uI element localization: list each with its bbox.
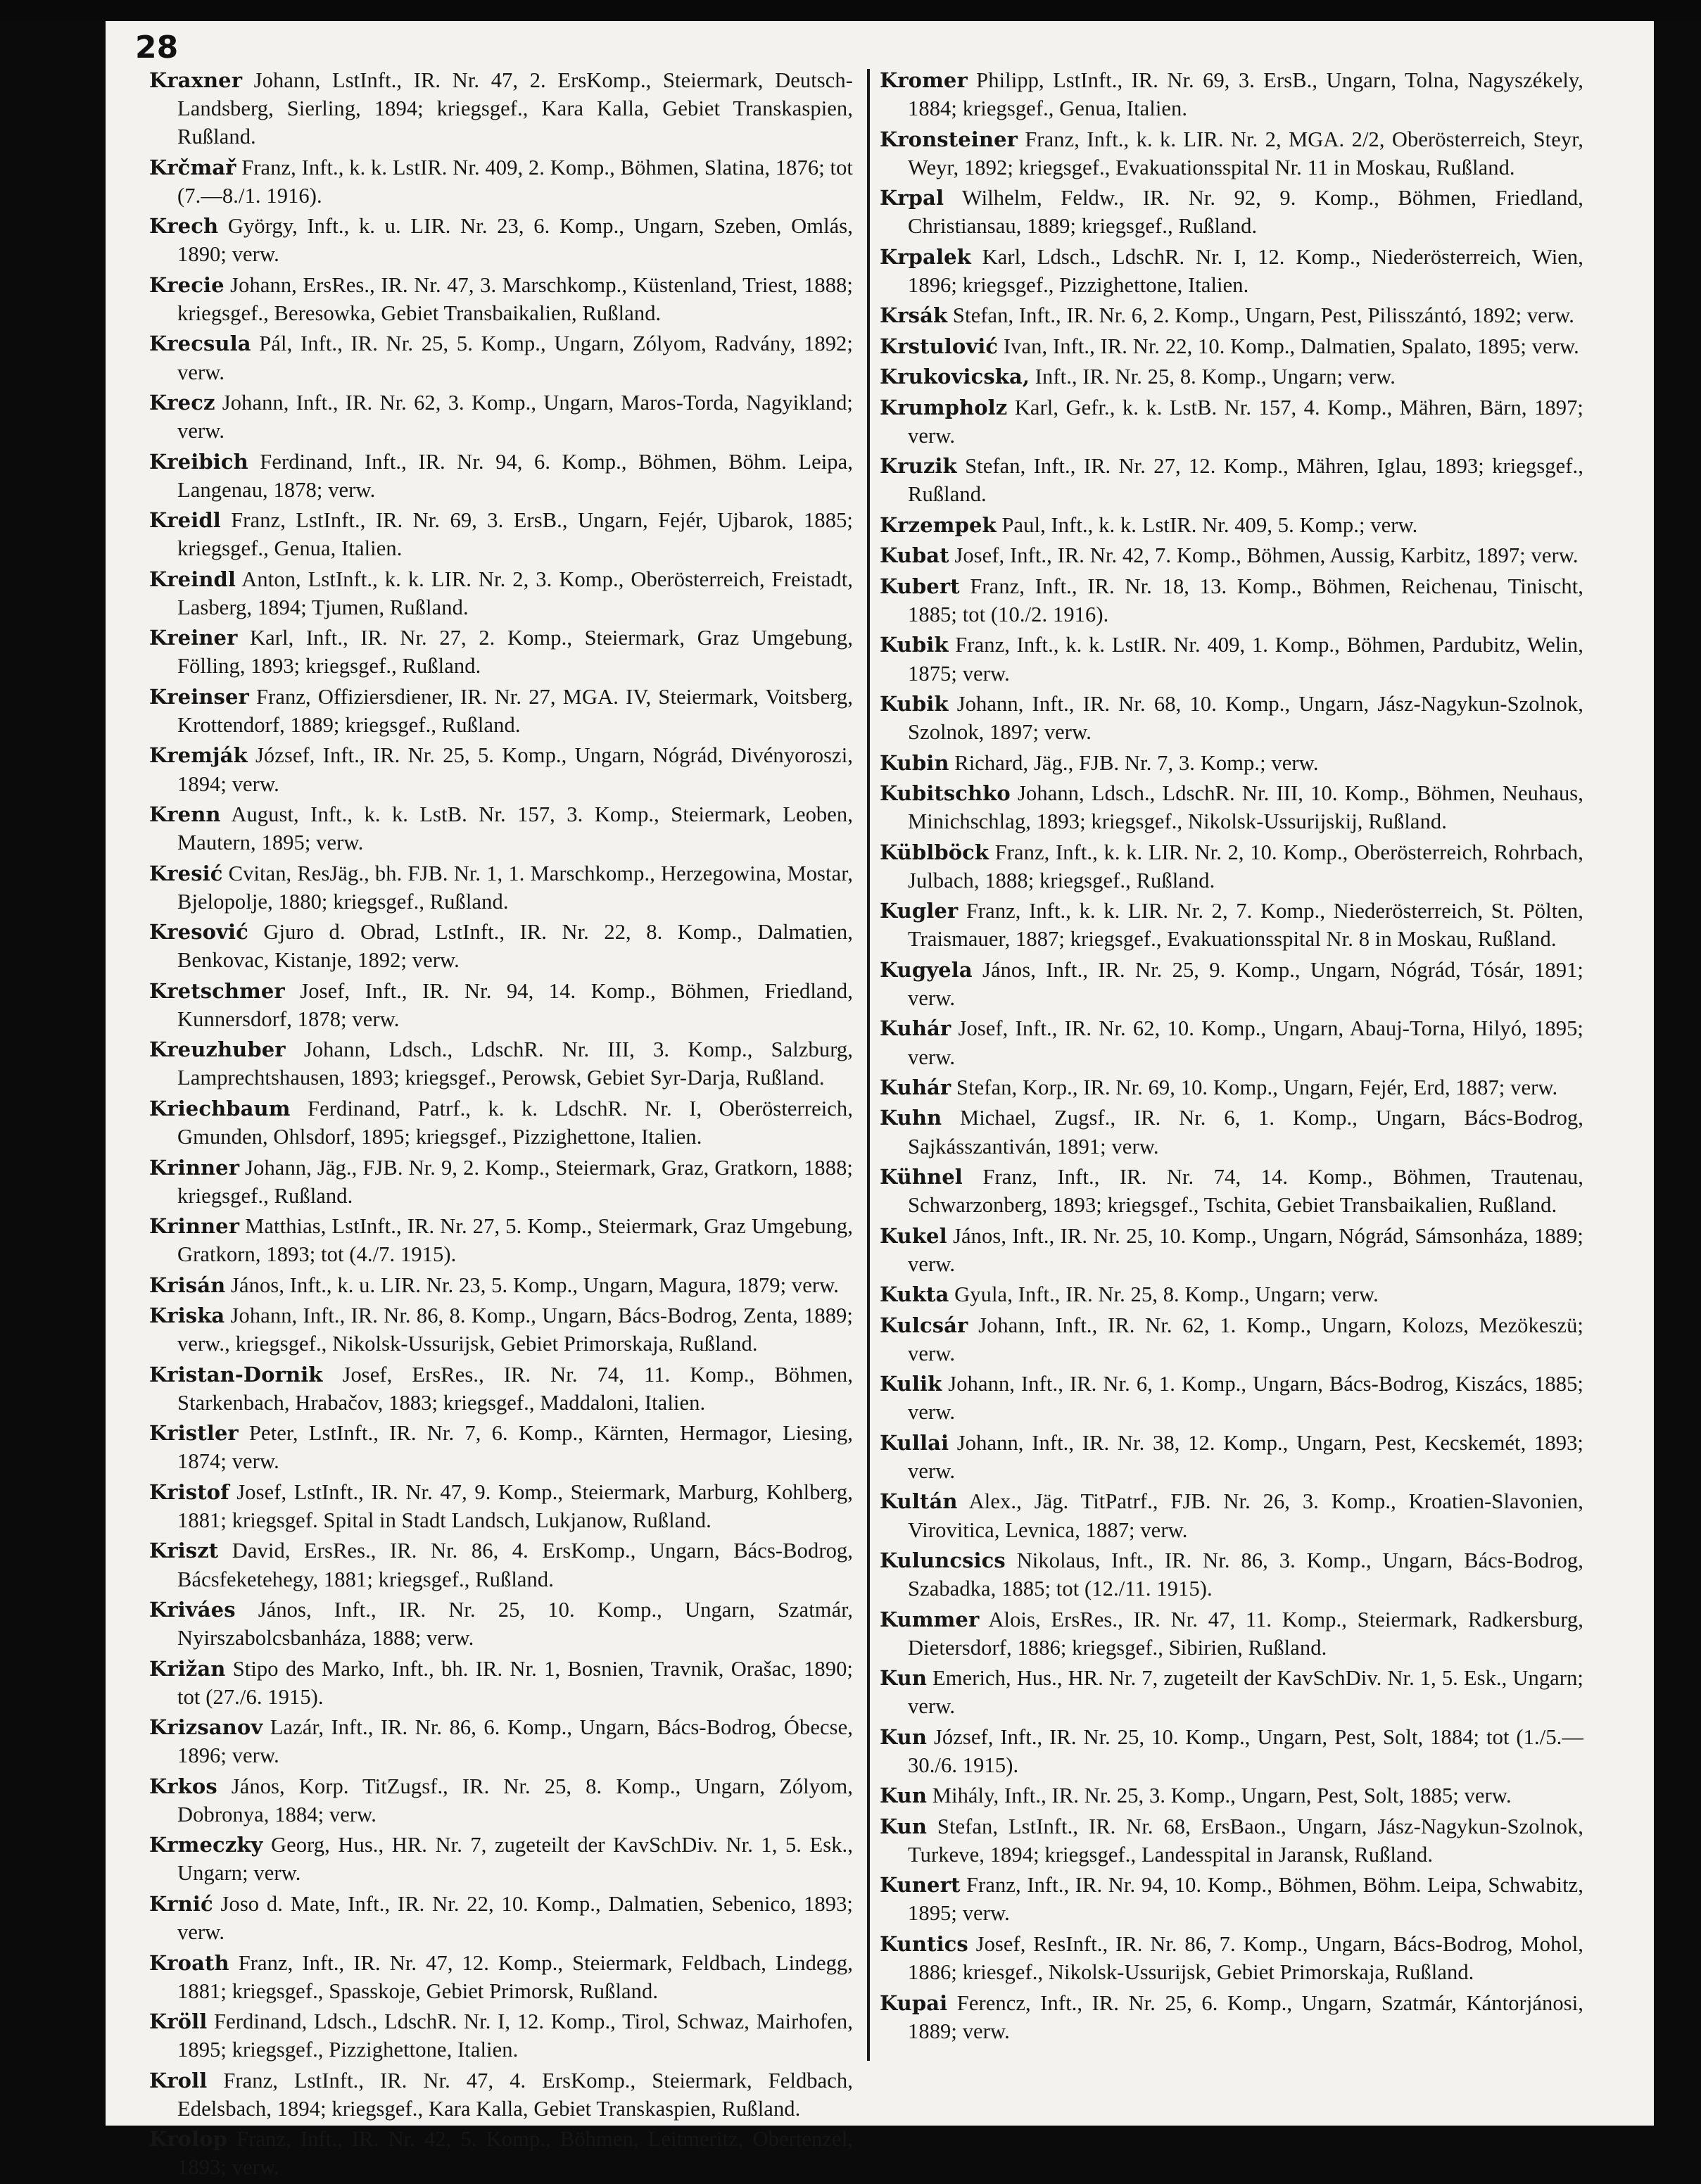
entry-details: Franz, Inft., k. k. LIR. Nr. 2, 7. Komp., Niederösterreich, St. Pölten, Traismauer, 1887; kriegsgef., Evakuationsspital Nr. 8 in Moskau, Rußland. <box>908 899 1583 952</box>
entry-details: Franz, Inft., IR. Nr. 74, 14. Komp., Böhmen, Trautenau, Schwarzonberg, 1893; kriegsgef., Tschita, Gebiet Transbaikalien, Rußland. <box>908 1165 1583 1218</box>
register-entry <box>880 572 1583 629</box>
register-entry <box>880 1104 1583 1160</box>
entry-details: Wilhelm, Feldw., IR. Nr. 92, 9. Komp., Böhmen, Friedland, Christiansau, 1889; kriegsgef., Rußland. <box>908 186 1583 239</box>
register-entry <box>149 1212 853 1268</box>
entry-details: Stipo des Marko, Inft., bh. IR. Nr. 1, Bosnien, Travnik, Orašac, 1890; tot (27./6. 1915). <box>177 1656 853 1709</box>
entry-details: Franz, LstInft., IR. Nr. 47, 4. ErsKomp., Steiermark, Feldbach, Edelsbach, 1894; kriegsgef., Kara Kalla, Gebiet Transkaspien, Rußland. <box>177 2068 853 2121</box>
entry-details: Franz, Inft., k. k. LIR. Nr. 2, MGA. 2/2, Oberösterreich, Steyr, Weyr, 1892; kriegsgef., Evakuationsspital Nr. 11 in Moskau, Rußland. <box>908 127 1583 179</box>
entry-surname: Krenn <box>149 802 221 827</box>
register-entry <box>149 329 853 386</box>
entry-details: Matthias, LstInft., IR. Nr. 27, 5. Komp., Steiermark, Graz Umgebung, Gratkorn, 1893; tot (4./7. 1915). <box>177 1214 853 1267</box>
entry-details: Stefan, Inft., IR. Nr. 6, 2. Komp., Ungarn, Pest, Pilisszántó, 1892; verw. <box>947 303 1574 328</box>
entry-surname: Krčmař <box>149 155 236 179</box>
entry-surname: Krumpholz <box>880 395 1008 419</box>
entry-surname: Kreiner <box>149 626 238 650</box>
register-entry <box>149 1271 853 1299</box>
register-entry <box>880 779 1583 835</box>
entry-details: Anton, LstInft., k. k. LIR. Nr. 2, 3. Komp., Oberösterreich, Freistadt, Lasberg, 1894; Tjumen, Rußland. <box>177 567 853 619</box>
register-entry <box>149 448 853 504</box>
entry-details: Franz, Inft., IR. Nr. 18, 13. Komp., Böhmen, Reichenau, Tinischt, 1885; tot (10./2. 1916). <box>908 574 1583 626</box>
register-entry <box>149 1035 853 1092</box>
entry-details: Franz, LstInft., IR. Nr. 69, 3. ErsB., Ungarn, Fejér, Ujbarok, 1885; kriegsgef., Genua, Italien. <box>177 508 853 561</box>
register-entry <box>880 1989 1583 2045</box>
entry-details: Franz, Inft., IR. Nr. 94, 10. Komp., Böhmen, Böhm. Leipa, Schwabitz, 1895; verw. <box>908 1873 1583 1926</box>
entry-details: Franz, Inft., IR. Nr. 47, 12. Komp., Steiermark, Feldbach, Lindegg, 1881; kriegsgef., Spasskoje, Gebiet Primorsk, Rußland. <box>177 1950 853 2003</box>
entry-details: Josef, ResInft., IR. Nr. 86, 7. Komp., Ungarn, Bács-Bodrog, Mohol, 1886; kriesgef., Nikolsk-Ussurijsk, Gebiet Primorskaja, Rußland. <box>908 1931 1583 1985</box>
entry-surname: Krecz <box>149 390 215 415</box>
entry-surname: Kühnel <box>880 1165 963 1189</box>
entry-surname: Kremják <box>149 743 248 768</box>
register-entry <box>880 1871 1583 1927</box>
entry-surname: Krsák <box>880 303 948 328</box>
entry-details: Alex., Jäg. TitPatrf., FJB. Nr. 26, 3. Komp., Kroatien-Slavonien, Virovitica, Levnica, 1887; verw. <box>908 1489 1583 1542</box>
register-entry <box>880 541 1583 569</box>
entry-details: Johann, ErsRes., IR. Nr. 47, 3. Marschkomp., Küstenland, Triest, 1888; kriegsgef., Beresowka, Gebiet Transbaikalien, Rußland. <box>177 272 853 325</box>
entry-details: David, ErsRes., IR. Nr. 86, 4. ErsKomp., Ungarn, Bács-Bodrog, Bácsfeketehegy, 1881; kriegsgef., Rußland. <box>177 1539 853 1591</box>
entry-surname: Kugler <box>880 899 959 923</box>
register-entry <box>880 956 1583 1012</box>
register-entry <box>149 1478 853 1534</box>
register-entry <box>149 1772 853 1829</box>
entry-details: Inft., IR. Nr. 25, 8. Komp., Ungarn; verw. <box>1030 365 1396 389</box>
register-entry <box>149 389 853 445</box>
entry-surname: Kreinser <box>149 684 249 709</box>
entry-surname: Kubitschko <box>880 781 1011 806</box>
entry-surname: Krnić <box>149 1891 213 1916</box>
entry-details: Gjuro d. Obrad, LstInft., IR. Nr. 22, 8. Komp., Dalmatien, Benkovac, Kistanje, 1892; verw. <box>177 920 853 973</box>
column-divider <box>867 69 870 2061</box>
entry-details: Johann, Inft., IR. Nr. 86, 8. Komp., Ungarn, Bács-Bodrog, Zenta, 1889; verw., kriegsgef., Nikolsk-Ussurijsk, Gebiet Primorskaja, Rußland. <box>177 1304 853 1356</box>
entry-surname: Kubert <box>880 574 960 598</box>
entry-details: Karl, Gefr., k. k. LstB. Nr. 157, 4. Komp., Mähren, Bärn, 1897; verw. <box>908 395 1583 448</box>
register-entry <box>880 897 1583 953</box>
register-entry <box>149 1831 853 1887</box>
entry-surname: Kronsteiner <box>880 127 1018 151</box>
register-entry <box>880 1280 1583 1308</box>
entry-surname: Kruzik <box>880 454 957 479</box>
entry-surname: Kuhár <box>880 1075 951 1099</box>
register-entry <box>880 332 1583 360</box>
entry-surname: Kresović <box>149 920 248 945</box>
entry-surname: Kubat <box>880 543 949 568</box>
entry-surname: Kubin <box>880 750 949 775</box>
register-entry <box>149 800 853 857</box>
entry-details: Josef, ErsRes., IR. Nr. 74, 11. Komp., Böhmen, Starkenbach, Hrabačov, 1883; kriegsgef., Maddaloni, Italien. <box>177 1362 853 1415</box>
register-entry <box>149 271 853 327</box>
entry-details: Johann, Inft., IR. Nr. 6, 1. Komp., Ungarn, Bács-Bodrog, Kiszács, 1885; verw. <box>908 1372 1583 1425</box>
register-entry <box>880 511 1583 539</box>
entry-details: Ferdinand, Inft., IR. Nr. 94, 6. Komp., Böhmen, Böhm. Leipa, Langenau, 1878; verw. <box>177 449 853 502</box>
scan-top-edge <box>0 0 1701 21</box>
page-number: 28 <box>135 30 179 65</box>
entry-details: János, Inft., k. u. LIR. Nr. 23, 5. Komp., Ungarn, Magura, 1879; verw. <box>225 1273 840 1297</box>
entry-surname: Kubik <box>880 692 949 717</box>
entry-surname: Krukovicska, <box>880 365 1030 389</box>
register-entry <box>880 1370 1583 1426</box>
entry-details: Georg, Hus., HR. Nr. 7, zugeteilt der KavSchDiv. Nr. 1, 5. Esk., Ungarn; verw. <box>177 1833 853 1886</box>
entry-details: Stefan, Korp., IR. Nr. 69, 10. Komp., Ungarn, Fejér, Erd, 1887; verw. <box>951 1075 1558 1099</box>
entry-details: Emerich, Hus., HR. Nr. 7, zugeteilt der KavSchDiv. Nr. 1, 5. Esk., Ungarn; verw. <box>908 1666 1583 1719</box>
register-entry <box>149 2066 853 2123</box>
entry-details: Lazár, Inft., IR. Nr. 86, 6. Komp., Ungarn, Bács-Bodrog, Óbecse, 1896; verw. <box>177 1715 853 1768</box>
entry-details: György, Inft., k. u. LIR. Nr. 23, 6. Komp., Ungarn, Szeben, Omlás, 1890; verw. <box>177 214 853 267</box>
register-entry <box>149 1596 853 1652</box>
entry-surname: Krzempek <box>880 512 997 537</box>
register-entry <box>880 631 1583 687</box>
entry-details: August, Inft., k. k. LstB. Nr. 157, 3. Komp., Steiermark, Leoben, Mautern, 1895; verw. <box>177 802 853 855</box>
entry-surname: Kriska <box>149 1304 225 1328</box>
entry-details: Johann, Inft., IR. Nr. 62, 1. Komp., Ungarn, Kolozs, Mezökeszü; verw. <box>908 1313 1583 1365</box>
entry-details: János, Korp. TitZugsf., IR. Nr. 25, 8. Komp., Ungarn, Zólyom, Dobronya, 1884; verw. <box>177 1774 853 1826</box>
register-entry <box>149 506 853 562</box>
entry-details: Franz, Inft., k. k. LstIR. Nr. 409, 2. Komp., Böhmen, Slatina, 1876; tot (7.—8./1. 1916). <box>177 155 853 208</box>
register-entry <box>149 565 853 621</box>
entry-details: Gyula, Inft., IR. Nr. 25, 8. Komp., Ungarn; verw. <box>949 1282 1379 1307</box>
entry-surname: Kraxner <box>149 68 243 92</box>
entry-details: Nikolaus, Inft., IR. Nr. 86, 3. Komp., Ungarn, Bács-Bodrog, Szabadka, 1885; tot (12./11. 1915). <box>908 1548 1583 1601</box>
register-entry <box>880 1664 1583 1720</box>
entry-details: János, Inft., IR. Nr. 25, 10. Komp., Ungarn, Szatmár, Nyirszabolcsbanháza, 1888; verw. <box>177 1598 853 1650</box>
register-entry <box>149 918 853 974</box>
entry-details: Mihály, Inft., IR. Nr. 25, 3. Komp., Ungarn, Pest, Solt, 1885; verw. <box>927 1784 1512 1808</box>
entry-details: Josef, Inft., IR. Nr. 94, 14. Komp., Böhmen, Friedland, Kunnersdorf, 1878; verw. <box>177 978 853 1031</box>
entry-details: Pál, Inft., IR. Nr. 25, 5. Komp., Ungarn, Zólyom, Radvány, 1892; verw. <box>177 332 853 384</box>
register-entry <box>880 1487 1583 1544</box>
right-column <box>880 66 1583 2047</box>
entry-details: Johann, Ldsch., LdschR. Nr. III, 3. Komp., Salzburg, Lamprechtshausen, 1893; kriegsgef., Perowsk, Gebiet Syr-Darja, Rußland. <box>177 1037 853 1090</box>
entry-surname: Kulik <box>880 1372 942 1396</box>
entry-surname: Kultán <box>880 1489 958 1514</box>
entry-details: Johann, Inft., IR. Nr. 38, 12. Komp., Ungarn, Pest, Kecskemét, 1893; verw. <box>908 1430 1583 1483</box>
register-entry <box>149 859 853 916</box>
entry-surname: Kristof <box>149 1479 229 1504</box>
register-entry <box>149 66 853 151</box>
entry-details: Stefan, LstInft., IR. Nr. 68, ErsBaon., Ungarn, Jász-Nagykun-Szolnok, Turkeve, 1894; kriegsgef., Landesspital in Jaransk, Rußland. <box>908 1814 1583 1867</box>
register-entry <box>149 153 853 210</box>
register-entry <box>149 1094 853 1151</box>
entry-surname: Kreidl <box>149 508 221 533</box>
register-entry <box>880 452 1583 508</box>
entry-surname: Kummer <box>880 1607 980 1631</box>
entry-surname: Kristan-Dornik <box>149 1362 323 1387</box>
entry-details: József, Inft., IR. Nr. 25, 5. Komp., Ungarn, Nógrád, Divényoroszi, 1894; verw. <box>177 743 853 796</box>
entry-details: Johann, Inft., IR. Nr. 62, 3. Komp., Ungarn, Maros-Torda, Nagyikland; verw. <box>177 390 853 443</box>
entry-surname: Kuntics <box>880 1931 968 1956</box>
register-entry <box>880 1014 1583 1071</box>
entry-surname: Krizsanov <box>149 1715 263 1740</box>
entry-surname: Kriszt <box>149 1539 219 1563</box>
register-entry <box>880 1546 1583 1603</box>
entry-surname: Križan <box>149 1656 226 1681</box>
entry-details: Franz, Inft., IR. Nr. 42, 5. Komp., Böhmen, Leitmeritz, Obertenzel, 1893; verw. <box>177 2127 853 2180</box>
entry-details: Alois, ErsRes., IR. Nr. 47, 11. Komp., Steiermark, Radkersburg, Dietersdorf, 1886; kriegsgef., Sibirien, Rußland. <box>908 1607 1583 1660</box>
register-entry <box>880 1605 1583 1662</box>
entry-details: Josef, Inft., IR. Nr. 42, 7. Komp., Böhmen, Aussig, Karbitz, 1897; verw. <box>949 543 1579 568</box>
register-entry <box>149 1949 853 2005</box>
register-entry <box>880 1222 1583 1278</box>
entry-surname: Küblböck <box>880 840 989 864</box>
entry-surname: Kromer <box>880 68 968 92</box>
entry-details: József, Inft., IR. Nr. 25, 10. Komp., Ungarn, Pest, Solt, 1884; tot (1./5.—30./6. 1915). <box>908 1724 1583 1777</box>
entry-surname: Kretschmer <box>149 978 285 1003</box>
register-entry <box>149 1890 853 1946</box>
register-entry <box>880 243 1583 299</box>
register-entry <box>880 749 1583 777</box>
entry-surname: Kupai <box>880 1990 948 2015</box>
entry-surname: Kreibich <box>149 449 248 474</box>
register-entry <box>149 1655 853 1711</box>
register-entry <box>880 1073 1583 1102</box>
entry-surname: Kun <box>880 1814 928 1838</box>
entry-surname: Kröll <box>149 2009 208 2034</box>
register-entry <box>149 977 853 1033</box>
register-entry <box>880 393 1583 450</box>
entry-surname: Krisán <box>149 1273 226 1297</box>
entry-details: Stefan, Inft., IR. Nr. 27, 12. Komp., Mähren, Iglau, 1893; kriegsgef., Rußland. <box>908 454 1583 507</box>
register-entry <box>149 1713 853 1769</box>
register-entry <box>149 1536 853 1593</box>
entry-details: Ivan, Inft., IR. Nr. 22, 10. Komp., Dalmatien, Spalato, 1895; verw. <box>998 334 1579 358</box>
entry-details: Paul, Inft., k. k. LstIR. Nr. 409, 5. Komp.; verw. <box>996 512 1418 537</box>
entry-details: Ferencz, Inft., IR. Nr. 25, 6. Komp., Ungarn, Szatmár, Kántorjánosi, 1889; verw. <box>908 1990 1583 2043</box>
register-entry <box>149 1419 853 1475</box>
entry-details: Joso d. Mate, Inft., IR. Nr. 22, 10. Komp., Dalmatien, Sebenico, 1893; verw. <box>177 1891 853 1945</box>
entry-surname: Krinner <box>149 1155 240 1180</box>
entry-details: Cvitan, ResJäg., bh. FJB. Nr. 1, 1. Marschkomp., Herzegowina, Mostar, Bjelopolje, 1880; kriegsgef., Rußland. <box>177 861 853 914</box>
register-entry <box>880 1311 1583 1368</box>
left-column <box>149 66 853 2184</box>
entry-surname: Kroll <box>149 2068 208 2093</box>
entry-surname: Kuhn <box>880 1106 942 1130</box>
entry-surname: Kubik <box>880 633 949 657</box>
entry-surname: Krstulović <box>880 334 999 358</box>
register-entry <box>880 66 1583 122</box>
entry-details: Franz, Inft., k. k. LIR. Nr. 2, 10. Komp., Oberösterreich, Rohrbach, Julbach, 1888; kriegsgef., Rußland. <box>908 840 1583 892</box>
entry-details: Johann, Ldsch., LdschR. Nr. III, 10. Komp., Böhmen, Neuhaus, Minichschlag, 1893; kriegsgef., Nikolsk-Ussurijskij, Rußland. <box>908 781 1583 834</box>
entry-surname: Krpalek <box>880 244 971 269</box>
register-entry <box>149 212 853 268</box>
register-entry <box>149 2125 853 2181</box>
entry-details: Josef, LstInft., IR. Nr. 47, 9. Komp., Steiermark, Marburg, Kohlberg, 1881; kriegsgef. Spital in Stadt Landsch, Lukjanow, Rußland. <box>177 1479 853 1532</box>
entry-details: Franz, Offiziersdiener, IR. Nr. 27, MGA. IV, Steiermark, Voitsberg, Krottendorf, 1889; kriegsgef., Rußland. <box>177 684 853 737</box>
entry-surname: Krecie <box>149 272 225 297</box>
entry-details: Josef, Inft., IR. Nr. 62, 10. Komp., Ungarn, Abauj-Torna, Hilyó, 1895; verw. <box>908 1016 1583 1069</box>
register-entry <box>880 1429 1583 1485</box>
register-entry <box>880 1930 1583 1986</box>
entry-details: Ferdinand, Ldsch., LdschR. Nr. I, 12. Komp., Tirol, Schwaz, Mairhofen, 1895; kriegsgef., Pizzighettone, Italien. <box>177 2009 853 2062</box>
register-entry <box>880 301 1583 329</box>
entry-surname: Krinner <box>149 1214 240 1239</box>
entry-surname: Kriechbaum <box>149 1096 291 1121</box>
entry-surname: Kullai <box>880 1430 949 1455</box>
entry-surname: Kun <box>880 1784 928 1808</box>
entry-details: Karl, Inft., IR. Nr. 27, 2. Komp., Steiermark, Graz Umgebung, Fölling, 1893; kriegsgef., Rußland. <box>177 626 853 678</box>
entry-surname: Kroath <box>149 1950 229 1975</box>
register-entry <box>149 2007 853 2064</box>
entry-surname: Krkos <box>149 1774 217 1798</box>
entry-surname: Kresić <box>149 861 223 885</box>
entry-details: Richard, Jäg., FJB. Nr. 7, 3. Komp.; verw. <box>949 750 1319 775</box>
entry-surname: Kun <box>880 1666 928 1691</box>
entry-surname: Kukta <box>880 1282 949 1307</box>
register-entry <box>880 690 1583 746</box>
entry-details: János, Inft., IR. Nr. 25, 9. Komp., Ungarn, Nógrád, Tósár, 1891; verw. <box>908 957 1583 1010</box>
entry-details: János, Inft., IR. Nr. 25, 10. Komp., Ungarn, Nógrád, Sámsonháza, 1889; verw. <box>908 1223 1583 1276</box>
entry-surname: Kukel <box>880 1223 947 1248</box>
register-entry <box>149 624 853 680</box>
register-entry <box>880 125 1583 182</box>
register-entry <box>149 1361 853 1417</box>
entry-surname: Kreindl <box>149 567 236 591</box>
entry-surname: Kun <box>880 1724 928 1749</box>
register-entry <box>880 184 1583 240</box>
register-entry <box>149 1154 853 1210</box>
entry-details: Peter, LstInft., IR. Nr. 7, 6. Komp., Kärnten, Hermagor, Liesing, 1874; verw. <box>177 1421 853 1474</box>
entry-details: Johann, Jäg., FJB. Nr. 9, 2. Komp., Steiermark, Graz, Gratkorn, 1888; kriegsgef., Rußland. <box>177 1155 853 1208</box>
entry-surname: Kristler <box>149 1421 239 1446</box>
entry-surname: Krpal <box>880 186 944 210</box>
document-page <box>106 21 1654 2180</box>
register-entry <box>149 741 853 797</box>
register-entry <box>149 683 853 739</box>
entry-surname: Kuluncsics <box>880 1548 1006 1573</box>
entry-surname: Krolop <box>149 2127 228 2152</box>
entry-details: Johann, LstInft., IR. Nr. 47, 2. ErsKomp., Steiermark, Deutsch-Landsberg, Sierling, 1894; kriegsgef., Kara Kalla, Gebiet Transkaspien, Rußland. <box>177 68 853 149</box>
entry-details: Ferdinand, Patrf., k. k. LdschR. Nr. I, Oberösterreich, Gmunden, Ohlsdorf, 1895; kriegsgef., Pizzighettone, Italien. <box>177 1096 853 1149</box>
entry-details: Karl, Ldsch., LdschR. Nr. I, 12. Komp., Niederösterreich, Wien, 1896; kriegsgef., Pizzighettone, Italien. <box>908 244 1583 297</box>
register-entry <box>880 362 1583 391</box>
register-entry <box>880 1723 1583 1779</box>
entry-surname: Krech <box>149 214 219 239</box>
register-entry <box>880 838 1583 895</box>
register-entry <box>880 1781 1583 1810</box>
entry-details: Michael, Zugsf., IR. Nr. 6, 1. Komp., Ungarn, Bács-Bodrog, Sajkásszantiván, 1891; verw. <box>908 1106 1583 1159</box>
entry-surname: Krmeczky <box>149 1833 263 1857</box>
entry-surname: Kreuzhuber <box>149 1037 286 1062</box>
register-entry <box>880 1812 1583 1869</box>
register-entry <box>880 1163 1583 1219</box>
entry-surname: Kugyela <box>880 957 973 982</box>
entry-details: Franz, Inft., k. k. LstIR. Nr. 409, 1. Komp., Böhmen, Pardubitz, Welin, 1875; verw. <box>908 633 1583 686</box>
register-entry <box>149 1301 853 1358</box>
entry-surname: Kuhár <box>880 1016 951 1041</box>
entry-surname: Krecsula <box>149 332 251 356</box>
entry-surname: Kriváes <box>149 1598 236 1622</box>
entry-details: Johann, Inft., IR. Nr. 68, 10. Komp., Ungarn, Jász-Nagykun-Szolnok, Szolnok, 1897; verw. <box>908 692 1583 745</box>
entry-surname: Kunert <box>880 1873 961 1898</box>
entry-details: Philipp, LstInft., IR. Nr. 69, 3. ErsB., Ungarn, Tolna, Nagyszékely, 1884; kriegsgef., Genua, Italien. <box>908 68 1583 121</box>
entry-surname: Kulcsár <box>880 1313 968 1337</box>
